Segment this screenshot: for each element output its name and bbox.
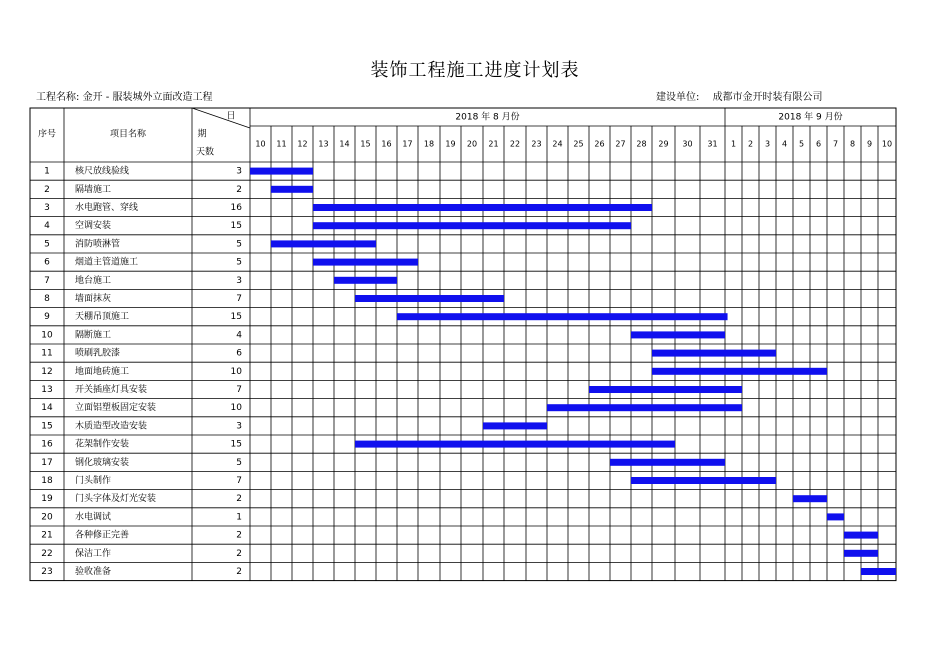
task-days: 5 [236, 239, 242, 250]
task-days: 7 [236, 476, 242, 486]
task-name: 花架制作安装 [75, 439, 130, 450]
task-bar [861, 568, 896, 575]
day-label: 30 [682, 139, 693, 149]
task-days: 2 [236, 530, 242, 541]
task-seq: 23 [41, 567, 53, 577]
day-label: 10 [881, 139, 893, 149]
task-seq: 4 [44, 221, 50, 232]
day-label: 26 [594, 139, 605, 149]
task-bar [334, 277, 397, 284]
task-name: 水电跑管、穿线 [75, 203, 139, 213]
day-label: 19 [445, 139, 456, 149]
day-label: 17 [402, 139, 413, 149]
task-name: 核尺放线验线 [75, 166, 130, 177]
task-bar [313, 204, 652, 211]
task-bar [313, 259, 418, 266]
task-name: 立面铝塑板固定安装 [75, 403, 157, 414]
task-bar [652, 350, 776, 357]
task-days: 3 [236, 275, 242, 286]
task-seq: 14 [41, 403, 53, 414]
task-name: 隔墙施工 [75, 184, 112, 195]
task-seq: 20 [41, 512, 53, 523]
task-seq: 16 [41, 439, 53, 450]
day-label: 29 [658, 139, 669, 149]
task-seq: 5 [44, 239, 50, 250]
task-name: 消防喷淋管 [75, 239, 121, 250]
project-name: 金开 - 服装城外立面改造工程 [82, 92, 213, 103]
task-bar [483, 422, 547, 429]
task-bar [652, 368, 827, 375]
task-name: 空调安装 [75, 221, 112, 232]
day-label: 28 [636, 139, 647, 149]
task-name: 木质造型改造安装 [75, 421, 148, 432]
day-label: 16 [381, 139, 392, 149]
task-bar [827, 513, 844, 520]
task-seq: 8 [44, 294, 50, 304]
page-title: 装饰工程施工进度计划表 [370, 60, 580, 81]
task-days: 5 [236, 257, 242, 268]
builder-label: 建设单位: [656, 92, 700, 103]
task-days: 7 [236, 294, 242, 304]
task-days: 3 [236, 166, 242, 177]
task-bar [547, 404, 742, 411]
task-days: 2 [236, 184, 242, 195]
task-seq: 3 [44, 203, 50, 213]
task-name: 门头制作 [75, 476, 112, 486]
header-sep-month: 2018 年 9 月份 [778, 112, 843, 123]
day-label: 1 [730, 139, 737, 149]
header-days: 天数 [195, 147, 215, 158]
day-label: 14 [339, 139, 350, 149]
task-days: 16 [230, 203, 242, 213]
task-seq: 1 [44, 166, 50, 177]
task-bar [397, 313, 728, 320]
day-label: 10 [255, 139, 266, 149]
task-seq: 13 [41, 385, 53, 395]
task-bar [271, 240, 376, 247]
day-label: 25 [573, 139, 584, 149]
header-seq: 序号 [37, 129, 57, 140]
task-days: 5 [236, 457, 242, 468]
task-bar [844, 532, 878, 539]
task-bar [271, 186, 313, 193]
header-period: 期 [197, 129, 207, 140]
task-seq: 22 [41, 548, 53, 559]
task-name: 烟道主管道施工 [75, 257, 139, 268]
task-bar [610, 459, 725, 466]
task-seq: 2 [44, 184, 50, 195]
task-bar [793, 495, 827, 502]
task-days: 10 [230, 403, 242, 414]
task-name: 各种修正完善 [75, 530, 130, 541]
day-label: 31 [707, 139, 718, 149]
task-bar [355, 295, 504, 302]
day-label: 12 [297, 139, 308, 149]
day-label: 18 [423, 139, 435, 149]
task-days: 15 [230, 221, 242, 232]
task-days: 6 [236, 348, 242, 359]
task-seq: 19 [41, 494, 53, 505]
task-name: 开关插座灯具安装 [75, 385, 148, 395]
task-days: 2 [236, 494, 242, 505]
task-name: 墙面抹灰 [75, 294, 112, 304]
header-diagonal [192, 108, 250, 128]
day-label: 3 [764, 139, 771, 149]
task-name: 钢化玻璃安装 [75, 457, 130, 468]
day-label: 20 [466, 139, 478, 149]
day-label: 4 [781, 139, 788, 149]
day-label: 21 [488, 139, 499, 149]
task-name: 喷刷乳胶漆 [75, 348, 121, 359]
task-bar [313, 222, 631, 229]
header-day: 日 [226, 111, 236, 122]
task-name: 水电调试 [75, 512, 112, 523]
task-days: 15 [230, 312, 242, 323]
day-label: 23 [531, 139, 542, 149]
task-bar [631, 331, 725, 338]
task-seq: 15 [41, 421, 53, 432]
task-name: 隔断施工 [75, 330, 112, 341]
task-name: 地面地砖施工 [75, 366, 130, 377]
task-seq: 7 [44, 275, 50, 286]
task-days: 4 [236, 330, 242, 341]
task-seq: 11 [41, 348, 53, 359]
header-name: 项目名称 [109, 129, 147, 140]
task-bar [250, 168, 313, 175]
day-label: 13 [318, 139, 329, 149]
day-label: 8 [849, 139, 856, 149]
builder-name: 成都市金开时装有限公司 [712, 92, 823, 103]
day-label: 15 [360, 139, 371, 149]
task-bar [844, 550, 878, 557]
day-label: 24 [552, 139, 563, 149]
task-name: 地台施工 [75, 275, 112, 286]
task-seq: 10 [41, 330, 53, 341]
day-label: 27 [615, 139, 626, 149]
day-label: 9 [866, 139, 873, 149]
task-bar [355, 441, 675, 448]
task-days: 7 [236, 385, 242, 395]
task-days: 3 [236, 421, 242, 432]
task-days: 1 [236, 512, 242, 523]
task-bar [589, 386, 742, 393]
header-aug-month: 2018 年 8 月份 [455, 112, 520, 123]
day-label: 6 [815, 139, 822, 149]
task-name: 天棚吊顶施工 [75, 312, 130, 323]
task-seq: 9 [44, 312, 50, 323]
task-days: 2 [236, 567, 242, 577]
day-label: 11 [276, 139, 287, 149]
day-label: 22 [509, 139, 521, 149]
task-seq: 21 [41, 530, 53, 541]
day-label: 7 [832, 139, 839, 149]
task-name: 门头字体及灯光安装 [75, 494, 157, 505]
task-seq: 6 [44, 257, 50, 268]
task-seq: 17 [41, 457, 53, 468]
project-label: 工程名称: [36, 92, 80, 103]
task-days: 2 [236, 548, 242, 559]
task-name: 保洁工作 [75, 548, 112, 559]
task-days: 10 [230, 366, 242, 377]
task-seq: 12 [41, 366, 53, 377]
task-days: 15 [230, 439, 242, 450]
day-label: 2 [747, 139, 754, 149]
task-name: 验收准备 [75, 567, 112, 577]
task-seq: 18 [41, 476, 53, 486]
day-label: 5 [798, 139, 805, 149]
task-bar [631, 477, 776, 484]
